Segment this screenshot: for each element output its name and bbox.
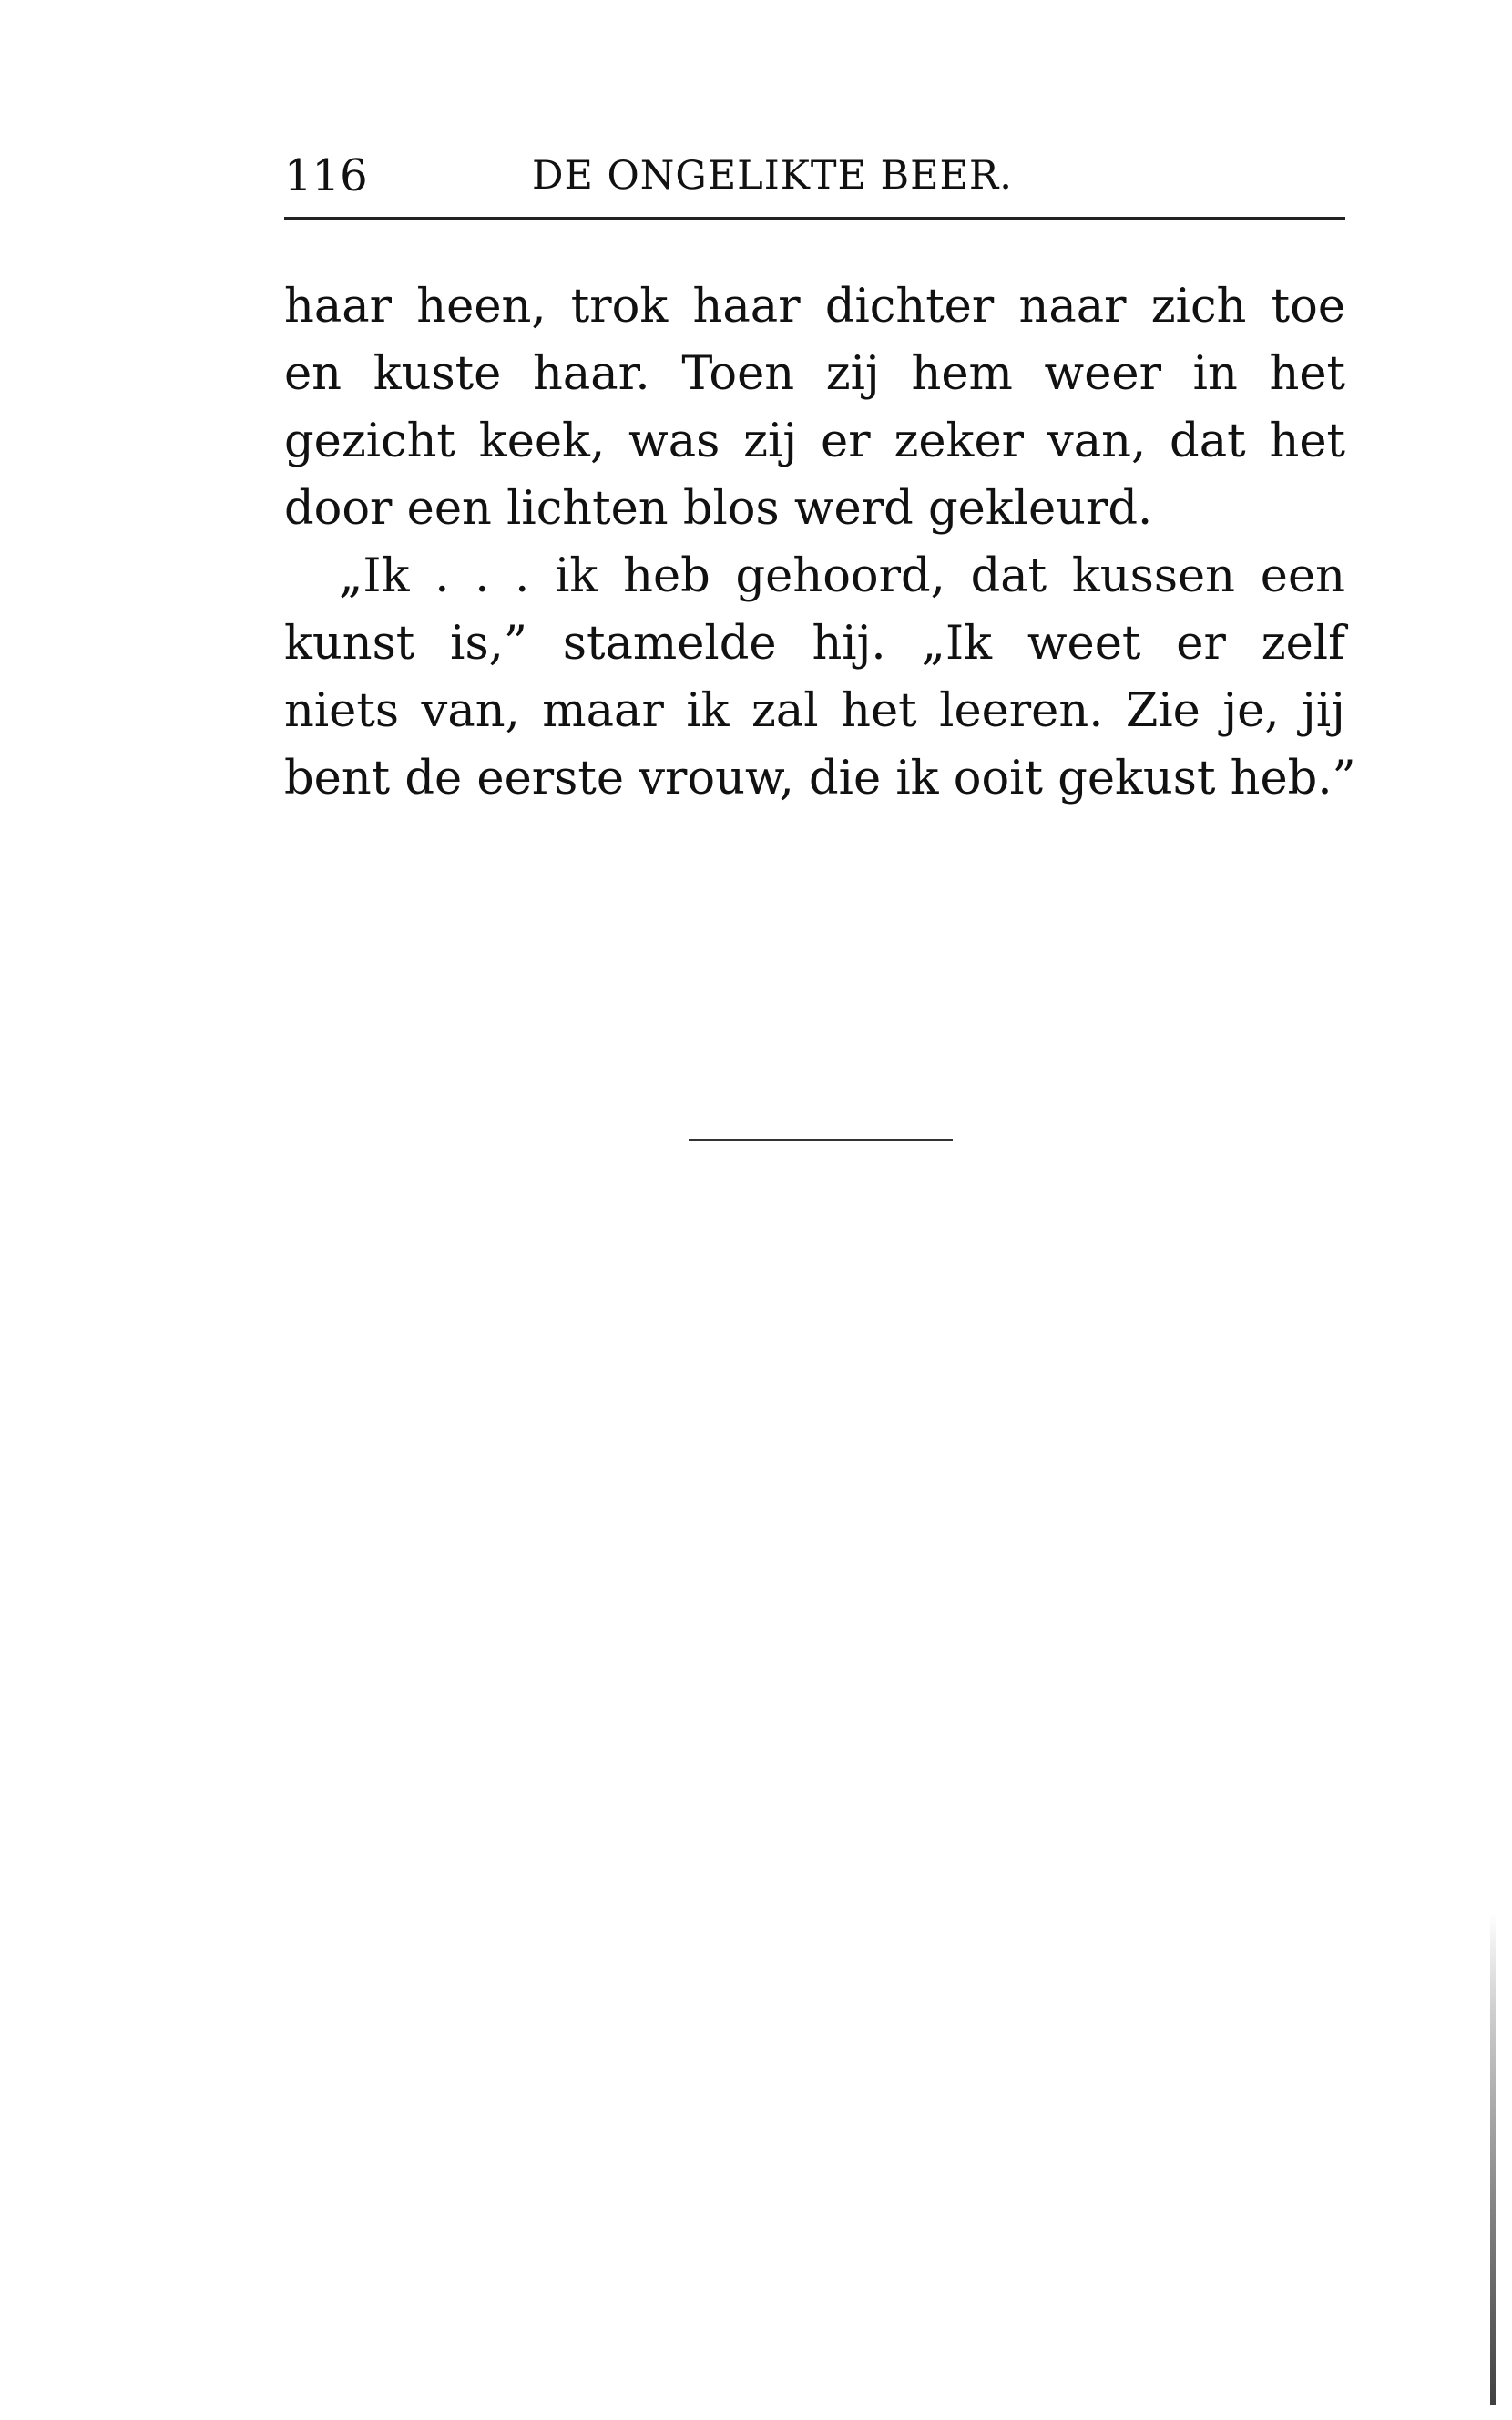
running-title: DE ONGELIKTE BEER. [532,153,1013,199]
text-line: haar heen, trok haar dichter naar zich toe [284,280,1345,333]
header-rule [284,217,1345,220]
chapter-end-rule [689,1139,953,1141]
body-text [284,273,1356,813]
text-line: gezicht keek, was zij er zeker van, dat het [284,415,1345,468]
text-line: kunst is,” stamelde hij. „Ik weet er zelf [284,617,1345,671]
page-number: 116 [284,150,368,201]
text-line: niets van, maar ik zal het leeren. Zie je, jij [284,684,1345,738]
text-line: „Ik . . . ik heb gehoord, dat kussen een [339,549,1345,603]
text-line: en kuste haar. Toen zij hem weer in het [284,347,1345,401]
scan-edge-mark [1490,1913,1496,2405]
running-head [284,144,1345,208]
text-line: door een lichten blos werd gekleurd. [284,482,1153,536]
text-line: bent de eerste vrouw, die ik ooit gekust heb.” [284,752,1356,805]
